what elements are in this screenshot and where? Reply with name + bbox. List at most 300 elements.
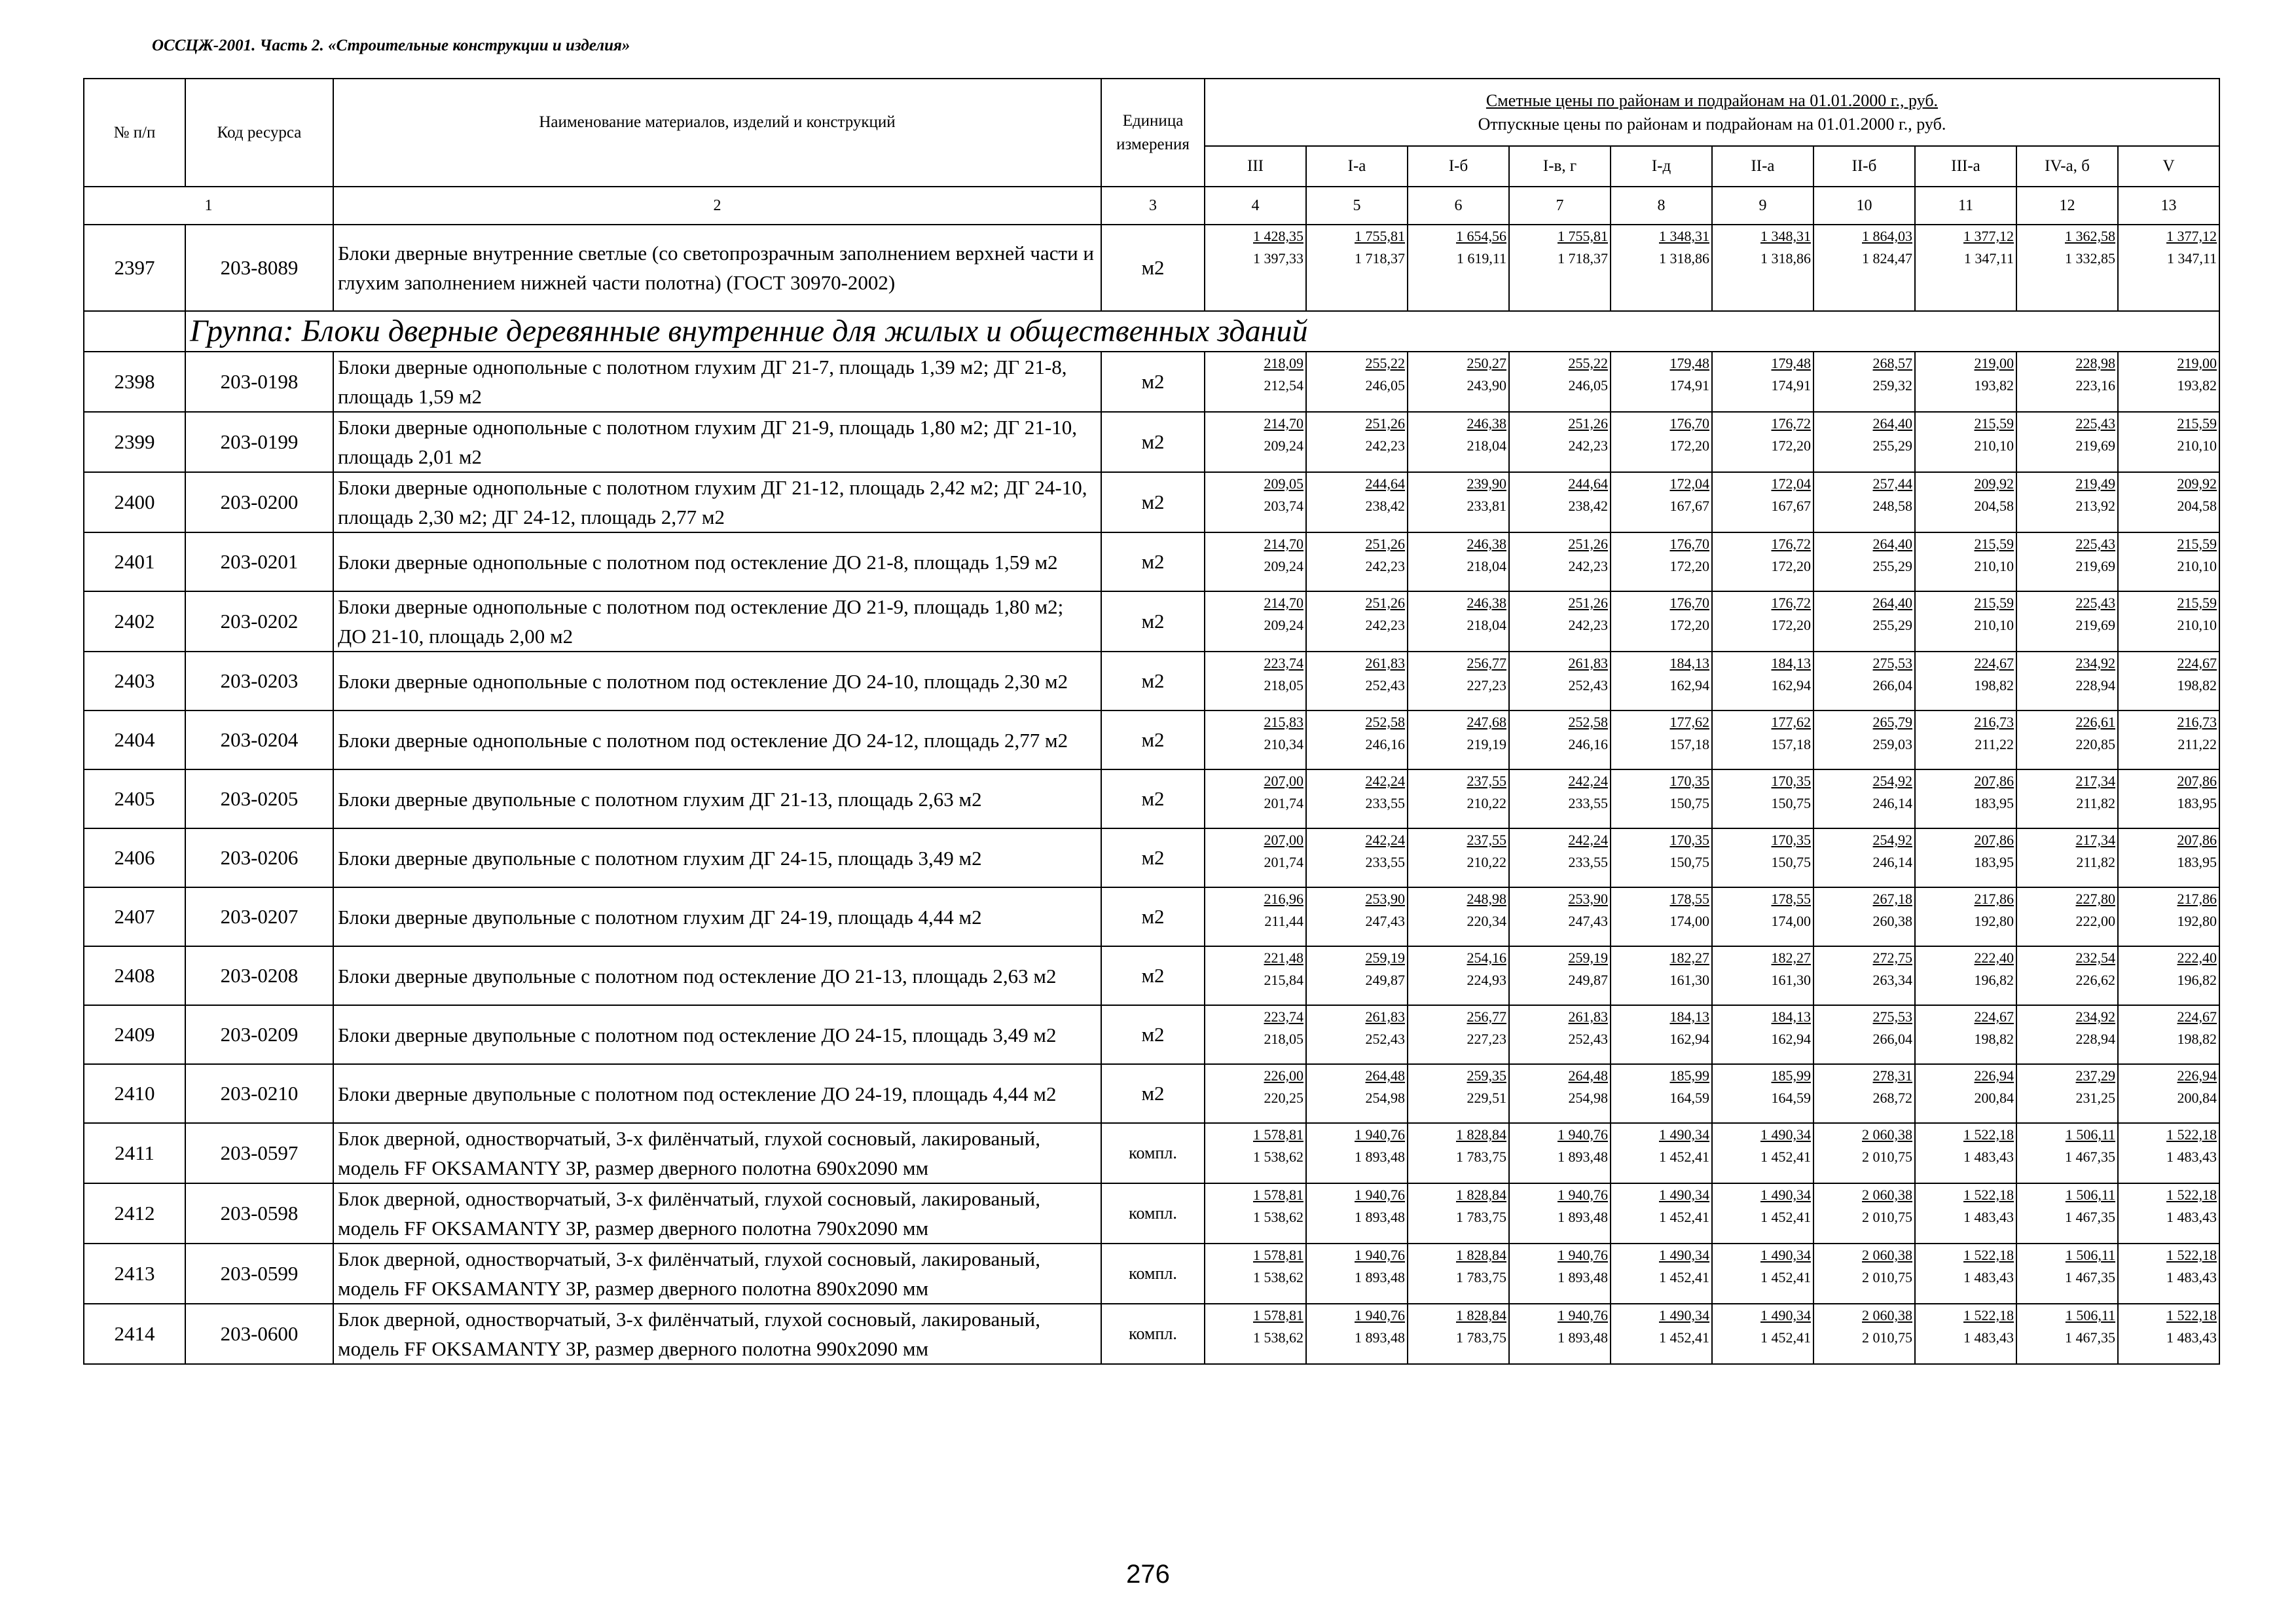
estimate-price: 224,67 (1974, 655, 2014, 671)
estimate-price: 265,79 (1872, 714, 1912, 730)
estimate-price: 1 864,03 (1862, 228, 1912, 244)
estimate-price: 1 828,84 (1456, 1126, 1506, 1143)
price-cell (2118, 946, 2219, 1005)
price-cell (1813, 352, 1915, 412)
release-price: 193,82 (1974, 377, 2014, 394)
release-price: 249,87 (1568, 972, 1608, 988)
release-price: 210,34 (1264, 736, 1303, 752)
price-cell (1712, 710, 1813, 769)
estimate-price: 237,55 (1467, 832, 1506, 848)
release-price: 172,20 (1771, 558, 1811, 574)
unit: м2 (1101, 828, 1205, 887)
estimate-price: 237,55 (1467, 773, 1506, 789)
price-cell (1611, 946, 1712, 1005)
release-price: 209,24 (1264, 617, 1303, 633)
estimate-price: 209,05 (1264, 475, 1303, 492)
estimate-price: 1 828,84 (1456, 1247, 1506, 1263)
estimate-price: 1 490,34 (1659, 1247, 1709, 1263)
estimate-price: 264,48 (1365, 1067, 1405, 1084)
price-cell (1509, 946, 1611, 1005)
price-cell (1611, 1123, 1712, 1183)
release-price: 2 010,75 (1862, 1329, 1912, 1346)
release-price: 266,04 (1872, 1031, 1912, 1047)
release-price: 252,43 (1568, 1031, 1608, 1047)
release-price: 209,24 (1264, 558, 1303, 574)
release-price: 228,94 (2075, 677, 2115, 693)
price-cell (1205, 225, 1306, 311)
resource-code: 203-0198 (185, 352, 333, 412)
price-cell (2118, 1123, 2219, 1183)
estimate-price: 219,49 (2075, 475, 2115, 492)
price-cell (1915, 225, 2016, 311)
estimate-price: 222,40 (1974, 950, 2014, 966)
price-cell (2016, 352, 2118, 412)
price-cell (1712, 1005, 1813, 1064)
estimate-price: 226,94 (1974, 1067, 2014, 1084)
price-cell (1712, 769, 1813, 828)
row-number: 2411 (84, 1123, 185, 1183)
resource-code: 203-0207 (185, 887, 333, 946)
release-price: 238,42 (1568, 498, 1608, 514)
price-cell (2118, 1304, 2219, 1364)
price-cell (2016, 472, 2118, 532)
price-cell (2016, 769, 2118, 828)
column-number: 2 (333, 187, 1101, 225)
column-number: 11 (1915, 187, 2016, 225)
resource-code: 203-0600 (185, 1304, 333, 1364)
estimate-price: 176,72 (1771, 536, 1811, 552)
release-price: 1 783,75 (1456, 1329, 1506, 1346)
estimate-price: 182,27 (1771, 950, 1811, 966)
estimate-price: 1 755,81 (1355, 228, 1405, 244)
row-number: 2404 (84, 710, 185, 769)
header-region: IV-а, б (2016, 146, 2118, 187)
price-cell (1915, 887, 2016, 946)
price-cell (2118, 352, 2219, 412)
row-number: 2407 (84, 887, 185, 946)
price-cell (1306, 652, 1408, 710)
price-cell (1915, 591, 2016, 652)
estimate-price: 225,43 (2075, 595, 2115, 611)
estimate-price: 257,44 (1872, 475, 1912, 492)
release-price: 1 538,62 (1253, 1329, 1303, 1346)
price-cell (1306, 769, 1408, 828)
unit: м2 (1101, 472, 1205, 532)
price-cell (2016, 225, 2118, 311)
estimate-price: 261,83 (1568, 1008, 1608, 1025)
row-number: 2412 (84, 1183, 185, 1244)
estimate-price: 242,24 (1365, 773, 1405, 789)
price-cell (1205, 710, 1306, 769)
estimate-price: 207,00 (1264, 832, 1303, 848)
estimate-price: 182,27 (1669, 950, 1709, 966)
header-num: № п/п (84, 79, 185, 187)
estimate-price: 219,00 (2177, 355, 2217, 371)
unit: м2 (1101, 1005, 1205, 1064)
estimate-price: 184,13 (1771, 1008, 1811, 1025)
estimate-price: 1 522,18 (1963, 1247, 2014, 1263)
price-cell (1915, 828, 2016, 887)
price-table (83, 78, 2220, 1365)
release-price: 211,44 (1264, 913, 1303, 929)
price-cell (1306, 412, 1408, 472)
price-cell (1813, 532, 1915, 591)
table-row (84, 1244, 2219, 1304)
release-price: 172,20 (1771, 617, 1811, 633)
release-price: 1 824,47 (1862, 250, 1912, 267)
release-price: 255,29 (1872, 558, 1912, 574)
price-cell (1306, 828, 1408, 887)
estimate-price: 223,74 (1264, 1008, 1303, 1025)
release-price: 1 893,48 (1558, 1149, 1608, 1165)
estimate-price: 1 490,34 (1760, 1247, 1811, 1263)
release-price: 254,98 (1365, 1090, 1405, 1106)
release-price: 1 538,62 (1253, 1149, 1303, 1165)
unit: м2 (1101, 532, 1205, 591)
price-cell (2016, 828, 2118, 887)
price-cell (2118, 591, 2219, 652)
estimate-price: 253,90 (1365, 891, 1405, 907)
price-cell (1408, 1123, 1509, 1183)
unit: м2 (1101, 652, 1205, 710)
price-cell (2118, 412, 2219, 472)
release-price: 157,18 (1771, 736, 1811, 752)
price-cell (1306, 710, 1408, 769)
estimate-price: 1 490,34 (1659, 1126, 1709, 1143)
release-price: 200,84 (2177, 1090, 2217, 1106)
estimate-price: 217,34 (2075, 773, 2115, 789)
price-cell (1205, 652, 1306, 710)
estimate-price: 219,00 (1974, 355, 2014, 371)
price-cell (2118, 1244, 2219, 1304)
resource-code: 203-0204 (185, 710, 333, 769)
release-price: 1 452,41 (1760, 1329, 1811, 1346)
release-price: 174,91 (1771, 377, 1811, 394)
table-row (84, 412, 2219, 472)
price-cell (1712, 472, 1813, 532)
price-cell (1712, 1064, 1813, 1123)
price-cell (1611, 532, 1712, 591)
release-price: 252,43 (1568, 677, 1608, 693)
estimate-price: 1 654,56 (1456, 228, 1506, 244)
price-cell (2118, 652, 2219, 710)
item-name: Блоки дверные двупольные с полотном под остекление ДО 21-13, площадь 2,63 м2 (333, 946, 1101, 1005)
item-name: Блоки дверные двупольные с полотном глухим ДГ 21-13, площадь 2,63 м2 (333, 769, 1101, 828)
estimate-price: 1 506,11 (2065, 1126, 2115, 1143)
release-price: 210,10 (1974, 617, 2014, 633)
table-row (84, 710, 2219, 769)
estimate-price: 1 940,76 (1355, 1247, 1405, 1263)
release-price: 246,05 (1365, 377, 1405, 394)
item-name: Блоки дверные двупольные с полотном глухим ДГ 24-19, площадь 4,44 м2 (333, 887, 1101, 946)
price-cell (1306, 352, 1408, 412)
release-price: 1 783,75 (1456, 1149, 1506, 1165)
price-cell (1813, 1005, 1915, 1064)
estimate-price: 251,26 (1365, 415, 1405, 432)
price-cell (1306, 1005, 1408, 1064)
price-cell (1712, 1123, 1813, 1183)
release-price: 1 483,43 (2166, 1209, 2217, 1225)
estimate-price: 1 490,34 (1659, 1307, 1709, 1323)
estimate-price: 172,04 (1669, 475, 1709, 492)
estimate-price: 177,62 (1771, 714, 1811, 730)
item-name: Блоки дверные однопольные с полотном глухим ДГ 21-12, площадь 2,42 м2; ДГ 24-10, площадь 2,30 м2; ДГ 24-12, площадь 2,77 м2 (333, 472, 1101, 532)
release-price: 150,75 (1771, 795, 1811, 811)
price-cell (1813, 887, 1915, 946)
release-price: 1 893,48 (1355, 1329, 1405, 1346)
estimate-price: 216,96 (1264, 891, 1303, 907)
price-cell (2016, 1123, 2118, 1183)
resource-code: 203-0599 (185, 1244, 333, 1304)
release-price: 2 010,75 (1862, 1149, 1912, 1165)
estimate-price: 1 377,12 (1963, 228, 2014, 244)
header-region: V (2118, 146, 2219, 187)
release-price: 1 718,37 (1558, 250, 1608, 267)
estimate-price: 215,59 (1974, 595, 2014, 611)
price-cell (1611, 472, 1712, 532)
release-price: 223,16 (2075, 377, 2115, 394)
estimate-price: 222,40 (2177, 950, 2217, 966)
price-cell (1611, 828, 1712, 887)
release-price: 246,16 (1568, 736, 1608, 752)
estimate-price: 1 828,84 (1456, 1187, 1506, 1203)
price-cell (1712, 828, 1813, 887)
release-price: 218,05 (1264, 677, 1303, 693)
estimate-price: 247,68 (1467, 714, 1506, 730)
estimate-price: 215,59 (1974, 415, 2014, 432)
release-price: 1 318,86 (1659, 250, 1709, 267)
release-price: 246,16 (1365, 736, 1405, 752)
price-cell (1915, 1183, 2016, 1244)
row-number: 2408 (84, 946, 185, 1005)
unit: компл. (1101, 1123, 1205, 1183)
estimate-price: 226,00 (1264, 1067, 1303, 1084)
estimate-price: 255,22 (1365, 355, 1405, 371)
price-cell (1205, 412, 1306, 472)
price-cell (1712, 591, 1813, 652)
estimate-price: 178,55 (1669, 891, 1709, 907)
price-cell (1712, 412, 1813, 472)
release-price: 211,22 (1975, 736, 2014, 752)
estimate-price: 253,90 (1568, 891, 1608, 907)
estimate-price: 246,38 (1467, 415, 1506, 432)
estimate-price: 1 522,18 (1963, 1187, 2014, 1203)
price-cell (1509, 1064, 1611, 1123)
release-price: 172,20 (1669, 558, 1709, 574)
release-price: 1 783,75 (1456, 1269, 1506, 1285)
price-cell (1205, 1244, 1306, 1304)
price-cell (1205, 887, 1306, 946)
unit: компл. (1101, 1183, 1205, 1244)
release-price: 150,75 (1669, 795, 1709, 811)
estimate-price: 217,86 (2177, 891, 2217, 907)
estimate-price: 207,86 (1974, 773, 2014, 789)
price-cell (1813, 1304, 1915, 1364)
price-cell (2016, 710, 2118, 769)
header-region: I-д (1611, 146, 1712, 187)
item-name: Блоки дверные однопольные с полотном глухим ДГ 21-9, площадь 1,80 м2; ДГ 21-10, площадь 2,01 м2 (333, 412, 1101, 472)
price-cell (1509, 769, 1611, 828)
release-price: 198,82 (2177, 1031, 2217, 1047)
estimate-price: 176,72 (1771, 415, 1811, 432)
price-cell (1408, 887, 1509, 946)
column-number: 9 (1712, 187, 1813, 225)
estimate-price: 1 490,34 (1760, 1126, 1811, 1143)
release-price: 220,34 (1467, 913, 1506, 929)
price-cell (1611, 887, 1712, 946)
row-number: 2413 (84, 1244, 185, 1304)
price-cell (1509, 412, 1611, 472)
row-number: 2402 (84, 591, 185, 652)
release-price: 1 893,48 (1558, 1329, 1608, 1346)
price-cell (2118, 1064, 2219, 1123)
release-price: 196,82 (1974, 972, 2014, 988)
price-cell (1915, 1005, 2016, 1064)
price-cell (1915, 710, 2016, 769)
price-cell (1915, 1123, 2016, 1183)
estimate-price: 1 940,76 (1558, 1307, 1608, 1323)
price-cell (2016, 1244, 2118, 1304)
price-cell (1509, 1005, 1611, 1064)
estimate-price: 221,48 (1264, 950, 1303, 966)
estimate-price: 264,40 (1872, 415, 1912, 432)
row-number: 2397 (84, 225, 185, 311)
release-price: 260,38 (1872, 913, 1912, 929)
estimate-price: 242,24 (1568, 832, 1608, 848)
estimate-price: 1 940,76 (1558, 1126, 1608, 1143)
release-price: 167,67 (1669, 498, 1709, 514)
estimate-price: 1 940,76 (1558, 1187, 1608, 1203)
release-price: 242,23 (1568, 437, 1608, 454)
release-price: 1 347,11 (2166, 250, 2217, 267)
resource-code: 203-0202 (185, 591, 333, 652)
estimate-price: 218,09 (1264, 355, 1303, 371)
estimate-price: 275,53 (1872, 1008, 1912, 1025)
header-region: II-а (1712, 146, 1813, 187)
estimate-price: 209,92 (1974, 475, 2014, 492)
price-cell (1408, 1005, 1509, 1064)
item-name: Блок дверной, одностворчатый, 3-х филёнчатый, глухой сосновый, лакированый, модель FF OKSAMANTY 3P, размер дверного полотна 790х2090 мм (333, 1183, 1101, 1244)
release-price: 263,34 (1872, 972, 1912, 988)
price-cell (1509, 1123, 1611, 1183)
header-region: I-а (1306, 146, 1408, 187)
estimate-price: 252,58 (1365, 714, 1405, 730)
group-row (84, 311, 2219, 352)
price-cell (2016, 532, 2118, 591)
release-price: 233,81 (1467, 498, 1506, 514)
item-name: Блоки дверные однопольные с полотном под остекление ДО 21-8, площадь 1,59 м2 (333, 532, 1101, 591)
item-name: Блоки дверные внутренние светлые (со светопрозрачным заполнением верхней части и глухим заполнением нижней части полотна) (ГОСТ 30970-2002) (333, 225, 1101, 311)
price-cell (1509, 887, 1611, 946)
unit: м2 (1101, 1064, 1205, 1123)
estimate-price: 272,75 (1872, 950, 1912, 966)
estimate-price: 251,26 (1568, 415, 1608, 432)
price-cell (1408, 472, 1509, 532)
price-cell (1813, 652, 1915, 710)
release-price: 211,22 (2178, 736, 2217, 752)
unit: м2 (1101, 946, 1205, 1005)
price-cell (1509, 472, 1611, 532)
estimate-price: 261,83 (1365, 655, 1405, 671)
estimate-price: 184,13 (1669, 1008, 1709, 1025)
release-price: 242,23 (1568, 617, 1608, 633)
release-price: 246,05 (1568, 377, 1608, 394)
release-price: 1 893,48 (1355, 1209, 1405, 1225)
estimate-price: 259,35 (1467, 1067, 1506, 1084)
release-price: 209,24 (1264, 437, 1303, 454)
release-price: 161,30 (1771, 972, 1811, 988)
estimate-price: 176,70 (1669, 415, 1709, 432)
release-price: 201,74 (1264, 795, 1303, 811)
release-price: 183,95 (1974, 854, 2014, 870)
price-cell (1205, 828, 1306, 887)
price-cell (1306, 1304, 1408, 1364)
table-row (84, 946, 2219, 1005)
estimate-price: 176,70 (1669, 536, 1709, 552)
estimate-price: 264,40 (1872, 595, 1912, 611)
header-price-title2: Отпускные цены по районам и подрайонам на 01.01.2000 г., руб. (1478, 114, 1946, 134)
estimate-price: 242,24 (1365, 832, 1405, 848)
item-name: Блок дверной, одностворчатый, 3-х филёнчатый, глухой сосновый, лакированый, модель FF OKSAMANTY 3P, размер дверного полотна 990х2090 мм (333, 1304, 1101, 1364)
price-cell (1205, 1123, 1306, 1183)
release-price: 1 318,86 (1760, 250, 1811, 267)
price-cell (1813, 710, 1915, 769)
release-price: 1 467,35 (2065, 1209, 2115, 1225)
price-cell (2118, 532, 2219, 591)
price-cell (1408, 1064, 1509, 1123)
estimate-price: 179,48 (1771, 355, 1811, 371)
column-number: 4 (1205, 187, 1306, 225)
price-cell (1813, 1183, 1915, 1244)
unit: м2 (1101, 591, 1205, 652)
estimate-price: 256,77 (1467, 1008, 1506, 1025)
estimate-price: 244,64 (1365, 475, 1405, 492)
price-cell (2016, 1005, 2118, 1064)
release-price: 210,22 (1467, 854, 1506, 870)
item-name: Блок дверной, одностворчатый, 3-х филёнчатый, глухой сосновый, лакированый, модель FF OKSAMANTY 3P, размер дверного полотна 890х2090 мм (333, 1244, 1101, 1304)
estimate-price: 1 755,81 (1558, 228, 1608, 244)
release-price: 210,22 (1467, 795, 1506, 811)
release-price: 1 467,35 (2065, 1329, 2115, 1346)
estimate-price: 246,38 (1467, 536, 1506, 552)
estimate-price: 215,59 (2177, 415, 2217, 432)
header-unit: Единица измерения (1101, 79, 1205, 187)
estimate-price: 1 940,76 (1355, 1187, 1405, 1203)
column-number: 5 (1306, 187, 1408, 225)
row-number: 2398 (84, 352, 185, 412)
estimate-price: 248,98 (1467, 891, 1506, 907)
price-cell (1306, 472, 1408, 532)
release-price: 161,30 (1669, 972, 1709, 988)
release-price: 219,69 (2075, 558, 2115, 574)
estimate-price: 1 428,35 (1253, 228, 1303, 244)
release-price: 192,80 (1974, 913, 2014, 929)
resource-code: 203-0598 (185, 1183, 333, 1244)
estimate-price: 1 522,18 (1963, 1126, 2014, 1143)
price-cell (1915, 652, 2016, 710)
release-price: 164,59 (1771, 1090, 1811, 1106)
price-cell (1712, 1244, 1813, 1304)
item-name: Блоки дверные однопольные с полотном глухим ДГ 21-7, площадь 1,39 м2; ДГ 21-8, площадь 1,59 м2 (333, 352, 1101, 412)
release-price: 196,82 (2177, 972, 2217, 988)
price-cell (1205, 1183, 1306, 1244)
estimate-price: 170,35 (1669, 832, 1709, 848)
release-price: 233,55 (1365, 795, 1405, 811)
price-cell (1712, 225, 1813, 311)
price-cell (1712, 887, 1813, 946)
price-cell (1408, 591, 1509, 652)
table-row (84, 532, 2219, 591)
